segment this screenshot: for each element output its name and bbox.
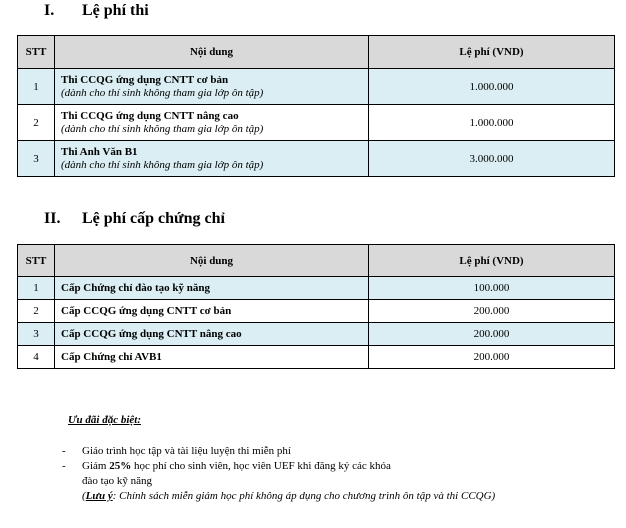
table-header-row xyxy=(18,245,615,277)
section-2-title: Lệ phí cấp chứng chỉ xyxy=(82,210,225,227)
row-note: (dành cho thí sinh không tham gia lớp ôn tập) xyxy=(61,122,264,135)
row-title: Cấp CCQG ứng dụng CNTT cơ bản xyxy=(55,300,369,323)
special-offer-title: Ưu đãi đặc biệt: xyxy=(68,414,141,426)
row-content xyxy=(55,105,369,141)
row-stt: 1 xyxy=(18,69,55,105)
row-note: (dành cho thí sinh không tham gia lớp ôn tập) xyxy=(61,158,264,171)
row-fee: 200.000 xyxy=(369,346,615,369)
table-row xyxy=(18,346,615,369)
benefit-text-suffix: học phí cho sinh viên, học viên UEF khi đăng ký các khóa xyxy=(131,460,391,472)
section-1-title: Lệ phí thi xyxy=(82,2,149,19)
note-open-paren: ( xyxy=(82,490,86,502)
header-stt: STT xyxy=(18,245,55,277)
row-title: Cấp CCQG ứng dụng CNTT nâng cao xyxy=(55,323,369,346)
section-2-heading xyxy=(44,210,225,228)
section-2-number: II. xyxy=(44,210,61,227)
benefit-list xyxy=(62,444,495,504)
row-title: Thi Anh Văn B1 xyxy=(61,145,138,158)
row-title: Thi CCQG ứng dụng CNTT nâng cao xyxy=(61,109,239,122)
row-stt: 3 xyxy=(18,323,55,346)
table-row xyxy=(18,141,615,177)
header-content: Nội dung xyxy=(55,36,369,69)
row-fee: 200.000 xyxy=(369,300,615,323)
benefit-text-line2: đào tạo kỹ năng xyxy=(82,475,152,487)
row-title: Cấp Chứng chỉ AVB1 xyxy=(55,346,369,369)
table-row xyxy=(18,323,615,346)
benefit-text: Giáo trình học tập và tài liệu luyện thi miễn phí xyxy=(82,445,291,457)
section-1-heading xyxy=(44,2,149,20)
row-stt: 1 xyxy=(18,277,55,300)
table-row xyxy=(18,300,615,323)
row-stt: 2 xyxy=(18,105,55,141)
header-stt: STT xyxy=(18,36,55,69)
row-fee: 200.000 xyxy=(369,323,615,346)
row-fee: 3.000.000 xyxy=(369,141,615,177)
discount-percent: 25% xyxy=(109,460,132,472)
table-row xyxy=(18,69,615,105)
row-stt: 2 xyxy=(18,300,55,323)
row-stt: 3 xyxy=(18,141,55,177)
policy-note xyxy=(82,490,495,502)
header-fee: Lệ phí (VND) xyxy=(369,36,615,69)
note-label: Lưu ý xyxy=(85,490,113,502)
row-note: (dành cho thí sinh không tham gia lớp ôn tập) xyxy=(61,86,264,99)
table-row xyxy=(18,105,615,141)
bullet-dash: - xyxy=(62,445,66,457)
row-fee: 100.000 xyxy=(369,277,615,300)
bullet-dash: - xyxy=(62,460,66,472)
note-text: : Chính sách miễn giảm học phí không áp dụng cho chương trình ôn tập và thi CCQG) xyxy=(112,490,496,502)
row-fee: 1.000.000 xyxy=(369,105,615,141)
section-1-number: I. xyxy=(44,2,55,19)
table-header-row xyxy=(18,36,615,69)
row-content xyxy=(55,141,369,177)
row-title: Thi CCQG ứng dụng CNTT cơ bản xyxy=(61,73,229,86)
benefit-text-prefix: Giảm xyxy=(82,460,110,472)
exam-fee-table xyxy=(17,35,615,177)
row-title: Cấp Chứng chỉ đào tạo kỹ năng xyxy=(55,277,369,300)
list-item xyxy=(62,444,495,459)
header-fee: Lệ phí (VND) xyxy=(369,245,615,277)
certificate-fee-table xyxy=(17,244,615,369)
header-content: Nội dung xyxy=(55,245,369,277)
list-item xyxy=(62,459,495,504)
row-fee: 1.000.000 xyxy=(369,69,615,105)
row-stt: 4 xyxy=(18,346,55,369)
table-row xyxy=(18,277,615,300)
row-content xyxy=(55,69,369,105)
